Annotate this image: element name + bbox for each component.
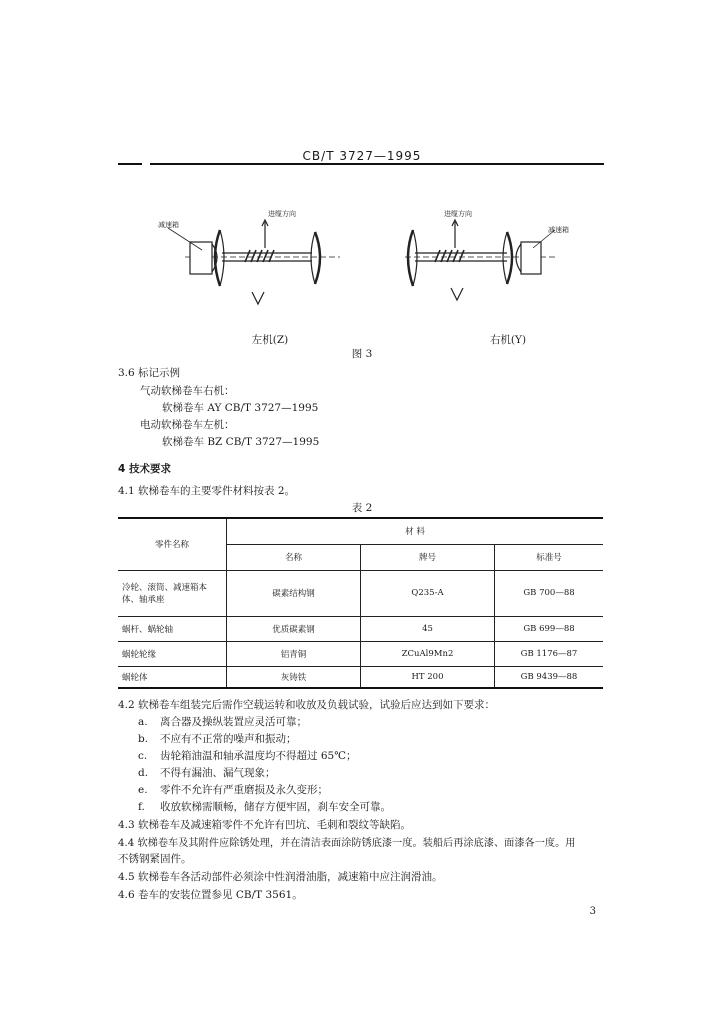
section-3-6-line-3: 电动软梯卷车左机： [140,419,235,431]
table-row [118,616,603,641]
header-rule [150,163,604,165]
section-4-3-text: 4.3 软梯卷车及减速箱零件不允许有凹坑、毛刺和裂纹等缺陷。 [118,819,412,831]
section-4-1-text: 4.1 软梯卷车的主要零件材料按表 2。 [118,485,296,497]
section-3-6-line-1: 气动软梯卷车右机： [140,385,235,397]
list-item-label: c. [138,750,148,762]
section-3-6-line-2: 软梯卷车 AY CB/T 3727—1995 [162,402,319,414]
list-item [138,731,297,746]
table-cell-part: 蜗杆、蜗轮轴 [118,616,227,641]
table-row [118,570,603,616]
table-cell-standard: GB 1176—87 [495,641,604,666]
list-item [138,782,328,797]
section-4-heading: 4 技术要求 [118,463,171,475]
table-cell-part: 蜗轮轮缘 [118,641,227,666]
list-item-text: 零件不允许有严重磨损及永久变形； [160,784,328,796]
table-subheader-name: 名称 [227,544,361,570]
figure-title: 图 3 [351,348,373,360]
figure-right-caption: 右机(Y) [489,334,527,346]
figure-left-caption: 左机(Z) [251,334,289,346]
list-item-text: 离合器及操纵装置应灵活可靠； [160,716,307,728]
table-cell-grade: Q235-A [361,570,495,616]
figure-left-reducer-label: 减速箱 [158,221,179,229]
table-cell-part: 蜗轮体 [118,666,227,688]
page-number: 3 [589,906,596,917]
list-item-text: 齿轮箱油温和轴承温度均不得超过 65℃； [160,750,357,762]
list-item-text: 不得有漏油、漏气现象； [160,767,276,779]
list-item-label: a. [138,716,148,728]
table-header-part: 零件名称 [118,518,227,570]
list-item [138,748,356,763]
figure-right-reducer-label: 减速箱 [548,226,569,234]
list-item-text: 收放软梯需顺畅，储存方便牢固，刹车安全可靠。 [160,801,391,813]
list-item-text: 不应有不正常的噪声和振动； [160,733,297,745]
table-cell-standard: GB 700—88 [495,570,604,616]
table-title: 表 2 [351,502,373,514]
table-subheader-grade: 牌号 [361,544,495,570]
table-header-material: 材 料 [227,518,604,544]
header-rule-left [118,163,142,165]
list-item-label: d. [138,767,149,779]
table-cell-part: 冷轮、滚筒、减速箱本体、轴承座 [118,570,227,616]
table-cell-name: 碳素结构钢 [227,570,361,616]
table-subheader-standard: 标准号 [495,544,604,570]
header-code: CB/T 3727—1995 [302,149,422,163]
section-4-4-line-1: 4.4 软梯卷车及其附件应除锈处理，并在清洁表面涂防锈底漆一度。装船后再涂底漆、面漆各一度。用 [118,838,576,849]
figure-right-machine [395,200,595,320]
section-4-4-line-2: 不锈钢紧固件。 [118,853,192,865]
materials-table [118,517,603,689]
section-4-2-text: 4.2 软梯卷车组装完后需作空载运转和收放及负载试验，试验后应达到如下要求： [118,699,496,711]
list-item-label: b. [138,733,149,745]
section-4-6-text: 4.6 卷车的安装位置参见 CB/T 3561。 [118,889,303,901]
figure-left-direction-label: 进缆方向 [268,210,296,218]
table-row [118,641,603,666]
table-cell-grade: 45 [361,616,495,641]
table-cell-grade: ZCuAl9Mn2 [361,641,495,666]
list-item-label: e. [138,784,148,796]
table-cell-name: 灰铸铁 [227,666,361,688]
figure-right-direction-label: 进缆方向 [444,210,472,218]
table-cell-standard: GB 699—88 [495,616,604,641]
section-3-6-heading: 3.6 标记示例 [118,367,181,379]
list-item-label: f. [138,801,145,813]
table-row [118,666,603,688]
figure-left-machine [150,200,350,320]
table-cell-grade: HT 200 [361,666,495,688]
list-item [138,714,307,729]
list-item [138,799,391,814]
list-item [138,765,276,780]
table-cell-name: 铝青铜 [227,641,361,666]
table-cell-standard: GB 9439—88 [495,666,604,688]
section-4-5-text: 4.5 软梯卷车各活动部件必须涂中性润滑油脂，减速箱中应注润滑油。 [118,871,443,883]
section-3-6-line-4: 软梯卷车 BZ CB/T 3727—1995 [162,436,320,448]
table-cell-name: 优质碳素钢 [227,616,361,641]
